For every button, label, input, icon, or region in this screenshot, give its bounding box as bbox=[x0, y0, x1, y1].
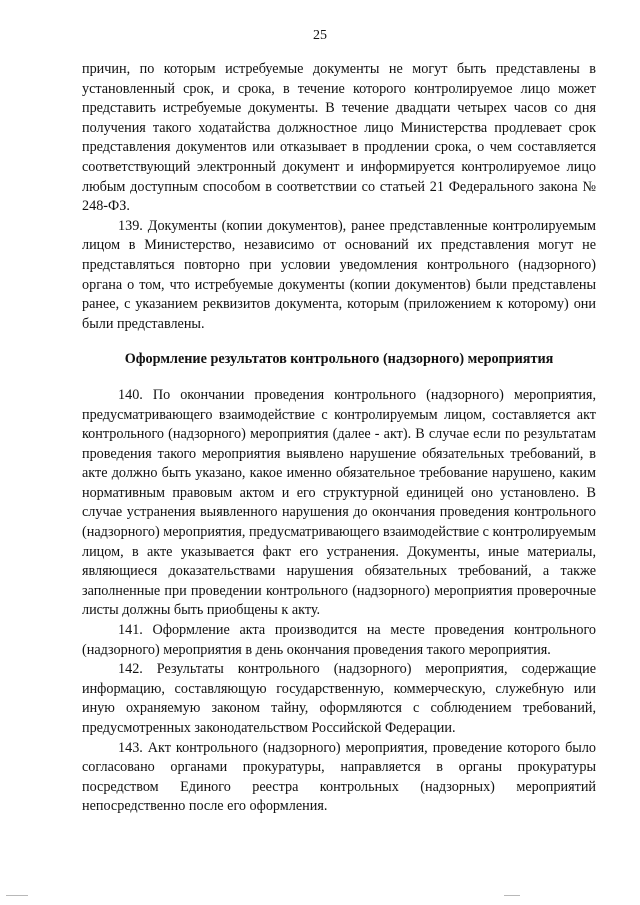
paragraph-143: 143. Акт контрольного (надзорного) мероприятия, проведение которого было согласовано органами прокуратуры, направляется в органы прокуратуры посредством Единого реестра контрольных (надзорных) мероприятий непосредственно после его оформления. bbox=[82, 739, 596, 815]
section-heading: Оформление результатов контрольного (надзорного) мероприятия bbox=[124, 351, 554, 368]
paragraph-142: 142. Результаты контрольного (надзорного) мероприятия, содержащие информацию, составляющую государственную, коммерческую, служебную или иную охраняемую законом тайну, оформляются с соблюдением требований, предусмотренных законодательством Российской Федерации. bbox=[82, 661, 596, 736]
paragraph-140: 140. По окончании проведения контрольного (надзорного) мероприятия, предусматривающего взаимодействие с контролируемым лицом, составляется акт контрольного (надзорного) мероприятия (далее - акт). В случае если по результатам проведения такого мероприятия выявлено нарушение обязательных требований, в акте должно быть указано, какое именно обязательное требование нарушено, каким нормативным правовым актом и его структурной единицей оно установлено. В случае устранения выявленного нарушения до окончания проведения контрольного (надзорного) мероприятия, предусматривающего взаимодействие с контролируемым лицом, в акте указывается факт его устранения. Документы, иные материалы, являющиеся доказательствами нарушения обязательных требований, а также заполненные при проведении контрольного (надзорного) мероприятия проверочные листы должны быть приобщены к акту. bbox=[82, 386, 596, 619]
document-body bbox=[82, 60, 596, 817]
page-number: 25 bbox=[313, 28, 327, 43]
scan-mark-right bbox=[504, 895, 520, 896]
scan-mark-left bbox=[6, 895, 28, 896]
paragraph-139: 139. Документы (копии документов), ранее представленные контролируемым лицом в Министерство, независимо от оснований их представления могут не представляться повторно при условии уведомления контрольного (надзорного) органа о том, что истребуемые документы (копии документов) были представлены ранее, с указанием реквизитов документа, которым (приложением к которому) они были представлены. bbox=[82, 217, 596, 332]
paragraph-141: 141. Оформление акта производится на месте проведения контрольного (надзорного) мероприятия в день окончания проведения такого мероприятия. bbox=[82, 622, 596, 658]
paragraph-continuation: причин, по которым истребуемые документы не могут быть представлены в установленный срок, и срока, в течение которого контролируемое лицо может представить истребуемые документы. В течение двадцати четырех часов со дня получения такого ходатайства должностное лицо Министерства продлевает срок представления документов или отказывает в продлении срока, о чем составляется соответствующий электронный документ и информируется контролируемое лицо любым доступным способом в соответствии со статьей 21 Федерального закона № 248-ФЗ. bbox=[82, 61, 596, 215]
